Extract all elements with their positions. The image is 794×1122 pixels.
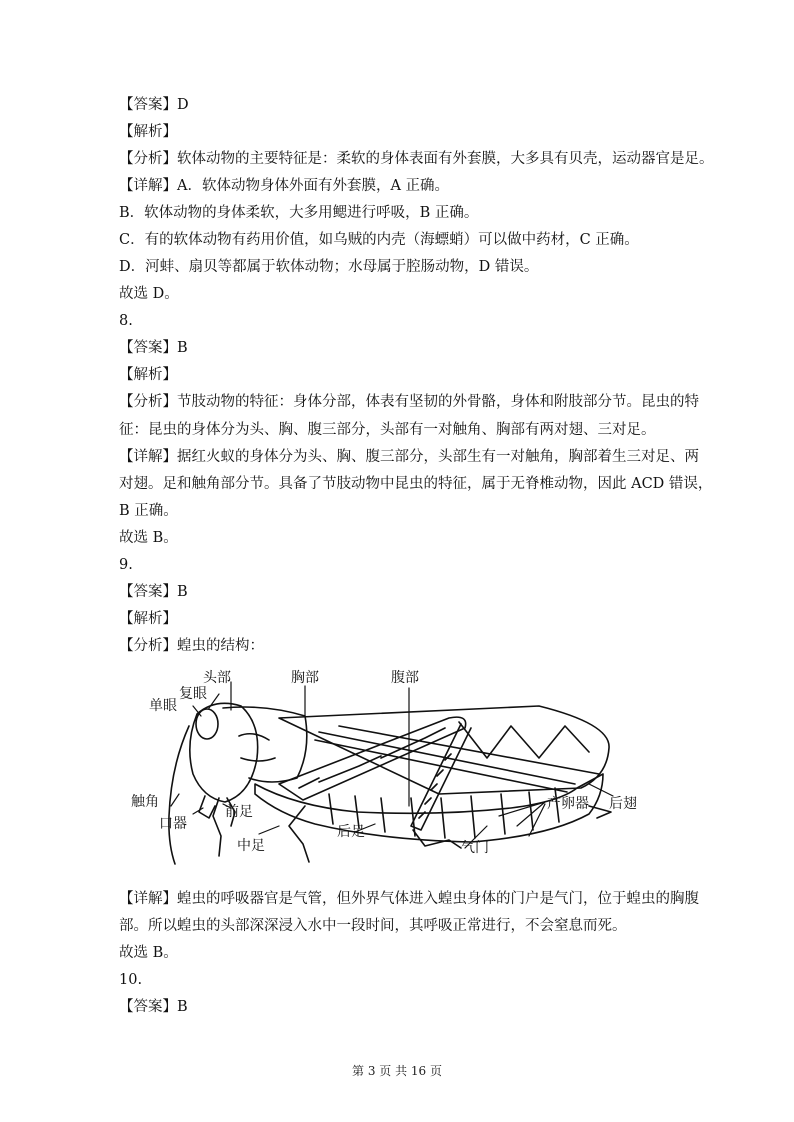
question-number-8: 8. [119, 313, 133, 329]
label-antenna: 触角 [131, 794, 159, 810]
answer-10: 【答案】B [119, 999, 188, 1015]
detail-7-d: D．河蚌、扇贝等都属于软体动物；水母属于腔肠动物，D 错误。 [119, 259, 539, 275]
pronotum [223, 707, 307, 782]
answer-7: 【答案】D [119, 97, 189, 113]
detail-9-line-1: 【详解】蝗虫的呼吸器官是气管，但外界气体进入蝗虫身体的门户是气门，位于蝗虫的胸腹 [119, 891, 699, 907]
answer-9: 【答案】B [119, 584, 188, 600]
hind-leg-tarsus [413, 830, 461, 848]
label-hindleg: 后足 [337, 824, 365, 840]
label-head: 头部 [203, 670, 231, 686]
label-abdomen: 腹部 [391, 670, 419, 686]
label-midleg: 中足 [237, 838, 265, 854]
detail-7-c: C．有的软体动物有药用价值，如乌贼的内壳（海螵蛸）可以做中药材，C 正确。 [119, 232, 639, 248]
page-footer: 第 3 页 共 16 页 [352, 1064, 442, 1078]
detail-8-line-3: B 正确。 [119, 503, 178, 519]
analysis-heading-7: 【解析】 [119, 124, 177, 140]
conclusion-9: 故选 B。 [119, 945, 178, 961]
label-hindwing: 后翅 [609, 796, 637, 812]
analysis-8-line-1: 【分析】节肢动物的特征：身体分部，体表有坚韧的外骨骼，身体和附肢部分节。昆虫的特 [119, 394, 699, 410]
label-simple-eye: 单眼 [149, 698, 177, 714]
head-outline [190, 703, 258, 802]
label-compound-eye: 复眼 [179, 686, 207, 702]
wing-zigzag [459, 722, 589, 758]
label-ovipositor: 产卵器 [547, 796, 589, 812]
analysis-7: 【分析】软体动物的主要特征是：柔软的身体表面有外套膜，大多具有贝壳，运动器官是足。 [119, 151, 714, 167]
question-number-9: 9. [119, 557, 133, 573]
label-foreleg: 前足 [225, 804, 253, 820]
label-mouthparts: 口器 [159, 816, 187, 832]
answer-8: 【答案】B [119, 340, 188, 356]
analysis-9: 【分析】蝗虫的结构： [119, 638, 264, 654]
detail-9-line-2: 部。所以蝗虫的头部深深浸入水中一段时间，其呼吸正常进行，不会窒息而死。 [119, 918, 627, 934]
middle-leg [289, 806, 309, 862]
analysis-8-line-2: 征：昆虫的身体分为头、胸、腹三部分，头部有一对触角、胸部有两对翅、三对足。 [119, 422, 656, 438]
label-spiracle: 气门 [461, 840, 489, 856]
question-number-10: 10. [119, 972, 143, 988]
detail-8-line-2: 对翅。足和触角部分节。具备了节肢动物中昆虫的特征，属于无脊椎动物，因此 ACD 错误， [119, 476, 713, 492]
grasshopper-diagram [119, 666, 664, 866]
analysis-heading-8: 【解析】 [119, 367, 177, 383]
conclusion-7: 故选 D。 [119, 286, 179, 302]
detail-8-line-1: 【详解】据红火蚁的身体分为头、胸、腹三部分，头部生有一对触角，胸部着生三对足、两 [119, 449, 699, 465]
analysis-heading-9: 【解析】 [119, 611, 177, 627]
detail-7-a: 【详解】A．软体动物身体外面有外套膜，A 正确。 [119, 178, 450, 194]
label-thorax: 胸部 [291, 670, 319, 686]
detail-7-b: B．软体动物的身体柔软，大多用鳃进行呼吸，B 正确。 [119, 205, 479, 221]
conclusion-8: 故选 B。 [119, 530, 178, 546]
